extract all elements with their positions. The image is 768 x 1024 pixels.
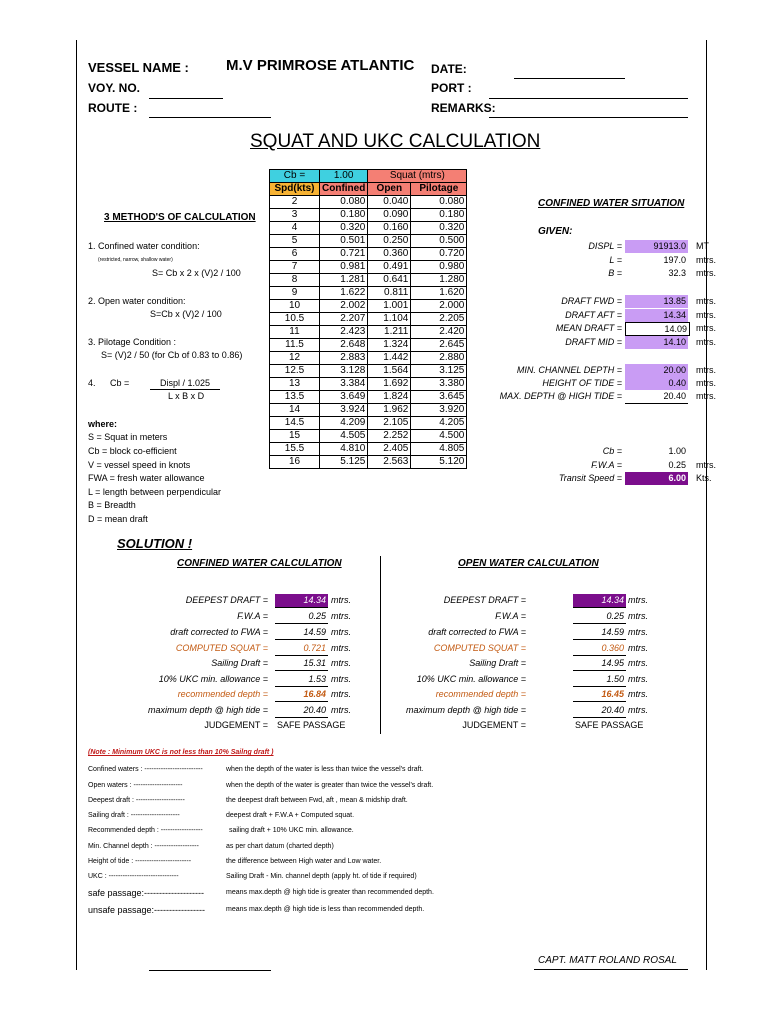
open-cell: 1.824 [368, 391, 411, 404]
confined-judge-label: JUDGEMENT = [204, 720, 268, 730]
open-cell: 1.104 [368, 313, 411, 326]
open-ukc-underline [573, 686, 626, 687]
confined-cell: 0.501 [320, 235, 368, 248]
method-1: 1. Confined water condition: [88, 241, 200, 251]
pilotage-cell: 0.500 [411, 235, 467, 248]
open-cell: 0.360 [368, 248, 411, 261]
fwa-value: 0.25 [668, 460, 686, 470]
open-calc-title: OPEN WATER CALCULATION [458, 558, 599, 569]
def-l: L = length between perpendicular [88, 487, 222, 497]
left-border [76, 40, 77, 970]
squat-table [269, 169, 467, 469]
pilotage-cell: 3.380 [411, 378, 467, 391]
page-title: SQUAT AND UKC CALCULATION [250, 131, 541, 152]
length-label: L = [609, 255, 622, 265]
table-row [270, 430, 467, 443]
table-row [270, 313, 467, 326]
confined-sailing-value: 15.31 [303, 658, 326, 668]
confined-rec-unit: mtrs. [331, 689, 351, 699]
open-cell: 2.563 [368, 456, 411, 469]
pilotage-cell: 1.620 [411, 287, 467, 300]
confined-cell: 3.128 [320, 365, 368, 378]
table-row [270, 404, 467, 417]
displ-unit: MT [696, 241, 709, 251]
def-cb: Cb = block co-efficient [88, 446, 177, 456]
speed-cell: 3 [270, 209, 320, 222]
vessel-name-label: VESSEL NAME : [88, 60, 189, 75]
route-field [149, 117, 271, 118]
speed-cell: 9 [270, 287, 320, 300]
note-definition: the difference between High water and Low water. [226, 858, 382, 865]
table-row [270, 378, 467, 391]
mean-draft-value: 14.09 [625, 322, 690, 336]
table-row [270, 261, 467, 274]
route-label: ROUTE : [88, 101, 138, 115]
open-cell: 1.442 [368, 352, 411, 365]
open-fwa-unit: mtrs. [628, 611, 648, 621]
method-1-formula: S= Cb x 2 x (V)2 / 100 [152, 268, 241, 278]
pilotage-cell: 2.205 [411, 313, 467, 326]
date-label: DATE: [431, 62, 467, 76]
note-term: Recommended depth : ------------------ [88, 827, 203, 834]
fwa-unit: mtrs. [696, 460, 716, 470]
method-4-denominator: L x B x D [168, 391, 205, 401]
open-sailing-unit: mtrs. [628, 658, 648, 668]
remarks-label: REMARKS: [431, 101, 496, 115]
confined-fwa-unit: mtrs. [331, 611, 351, 621]
open-maxd-underline [573, 717, 626, 718]
open-cell: 1.564 [368, 365, 411, 378]
squat-header-cell: Squat (mtrs) [368, 170, 467, 183]
open-squat-unit: mtrs. [628, 643, 648, 653]
open-cell: 0.491 [368, 261, 411, 274]
open-cell: 1.962 [368, 404, 411, 417]
draft-mid-unit: mtrs. [696, 337, 716, 347]
open-ukc-unit: mtrs. [628, 674, 648, 684]
confined-cell: 3.924 [320, 404, 368, 417]
note-definition: means max.depth @ high tide is greater than recommended depth. [226, 889, 434, 896]
height-of-tide-value: 0.40 [625, 377, 688, 390]
speed-cell: 16 [270, 456, 320, 469]
speed-cell: 15.5 [270, 443, 320, 456]
open-corr-value: 14.59 [601, 627, 624, 637]
confined-cell: 0.180 [320, 209, 368, 222]
speed-cell: 13.5 [270, 391, 320, 404]
confined-maxd-label: maximum depth @ high tide = [148, 705, 268, 715]
speed-cell: 15 [270, 430, 320, 443]
table-row [270, 274, 467, 287]
open-rec-underline [573, 701, 626, 702]
confined-cell: 0.981 [320, 261, 368, 274]
pilotage-cell: 0.080 [411, 196, 467, 209]
table-row [270, 326, 467, 339]
speed-cell: 7 [270, 261, 320, 274]
confined-rec-underline [275, 701, 328, 702]
col-open-header: Open [368, 183, 411, 196]
confined-cell: 0.080 [320, 196, 368, 209]
fraction-bar [150, 389, 220, 390]
confined-cell: 5.125 [320, 456, 368, 469]
pilotage-cell: 5.120 [411, 456, 467, 469]
transit-speed-unit: Kts. [696, 473, 712, 483]
confined-maxd-unit: mtrs. [331, 705, 351, 715]
confined-maxd-underline [275, 717, 328, 718]
open-fwa-underline [573, 623, 626, 624]
table-row [270, 248, 467, 261]
draft-fwd-unit: mtrs. [696, 296, 716, 306]
fwa-label: F.W.A = [591, 460, 622, 470]
pilotage-cell: 0.180 [411, 209, 467, 222]
open-cell: 2.105 [368, 417, 411, 430]
def-d: D = mean draft [88, 514, 148, 524]
open-cell: 2.252 [368, 430, 411, 443]
confined-cell: 2.648 [320, 339, 368, 352]
speed-cell: 14 [270, 404, 320, 417]
open-cell: 0.641 [368, 274, 411, 287]
pilotage-cell: 2.000 [411, 300, 467, 313]
transit-speed-value: 6.00 [625, 472, 688, 485]
confined-deepest-value: 14.34 [275, 594, 328, 607]
note-term: Open waters : --------------------- [88, 782, 183, 789]
table-row [270, 287, 467, 300]
pilotage-cell: 2.645 [411, 339, 467, 352]
method-4-num: 4. [88, 378, 96, 388]
pilotage-cell: 4.805 [411, 443, 467, 456]
min-channel-depth-value: 20.00 [625, 364, 688, 377]
confined-ukc-underline [275, 686, 328, 687]
note-definition: sailing draft + 10% UKC min. allowance. [229, 827, 354, 834]
draft-aft-value: 14.34 [625, 309, 688, 322]
length-value: 197.0 [663, 255, 686, 265]
displ-label: DISPL = [588, 241, 622, 251]
cb-label-cell: Cb = [270, 170, 320, 183]
col-confined-header: Confined [320, 183, 368, 196]
confined-corr-value: 14.59 [303, 627, 326, 637]
open-squat-label: COMPUTED SQUAT = [433, 643, 526, 653]
confined-fwa-value: 0.25 [308, 611, 326, 621]
methods-heading: 3 METHOD'S OF CALCULATION [104, 212, 256, 223]
confined-sailing-underline [275, 670, 328, 671]
pilotage-cell: 0.720 [411, 248, 467, 261]
where-label: where: [88, 419, 118, 429]
open-cell: 0.811 [368, 287, 411, 300]
confined-cell: 2.207 [320, 313, 368, 326]
confined-cell: 1.281 [320, 274, 368, 287]
solution-divider [380, 556, 381, 734]
max-depth-high-tide-label: MAX. DEPTH @ HIGH TIDE = [499, 391, 622, 401]
open-cell: 1.692 [368, 378, 411, 391]
confined-rec-label: recommended depth = [177, 689, 268, 699]
confined-rec-value: 16.84 [303, 689, 326, 699]
speed-cell: 13 [270, 378, 320, 391]
table-row [270, 443, 467, 456]
confined-cell: 0.320 [320, 222, 368, 235]
open-cell: 1.211 [368, 326, 411, 339]
table-row [270, 456, 467, 469]
height-of-tide-label: HEIGHT OF TIDE = [542, 378, 622, 388]
table-row [270, 235, 467, 248]
note-term: Sailing draft : --------------------- [88, 812, 180, 819]
table-row [270, 352, 467, 365]
confined-ukc-label: 10% UKC min. allowance = [158, 674, 268, 684]
note-term: unsafe passage:----------------- [88, 905, 205, 915]
open-fwa-value: 0.25 [606, 611, 624, 621]
open-deepest-value: 14.34 [573, 594, 626, 607]
note-term: Height of tide : ------------------------ [88, 858, 192, 865]
note-term: Deepest draft : --------------------- [88, 797, 185, 804]
note-definition: when the depth of the water is greater than twice the vessel's draft. [226, 782, 434, 789]
mean-draft-label: MEAN DRAFT = [555, 323, 622, 333]
note-term: Min. Channel depth : ------------------- [88, 843, 199, 850]
speed-cell: 12 [270, 352, 320, 365]
cb-value-cell: 1.00 [320, 170, 368, 183]
speed-cell: 8 [270, 274, 320, 287]
draft-fwd-label: DRAFT FWD = [561, 296, 622, 306]
confined-deepest-underline [275, 607, 328, 608]
confined-fwa-underline [275, 623, 328, 624]
confined-cell: 3.384 [320, 378, 368, 391]
table-row [270, 365, 467, 378]
open-cell: 0.160 [368, 222, 411, 235]
open-corr-unit: mtrs. [628, 627, 648, 637]
min-channel-depth-label: MIN. CHANNEL DEPTH = [516, 365, 622, 375]
open-corr-underline [573, 639, 626, 640]
length-unit: mtrs. [696, 255, 716, 265]
pilotage-cell: 3.920 [411, 404, 467, 417]
cb-label: Cb = [602, 446, 622, 456]
confined-cell: 4.505 [320, 430, 368, 443]
open-cell: 1.324 [368, 339, 411, 352]
def-fwa: FWA = fresh water allowance [88, 473, 205, 483]
confined-deepest-label: DEEPEST DRAFT = [185, 595, 268, 605]
table-row [270, 391, 467, 404]
breadth-unit: mtrs. [696, 268, 716, 278]
method-2: 2. Open water condition: [88, 296, 186, 306]
cb-value: 1.00 [668, 446, 686, 456]
remarks-field [489, 117, 688, 118]
draft-aft-label: DRAFT AFT = [565, 310, 622, 320]
pilotage-cell: 2.420 [411, 326, 467, 339]
speed-cell: 11 [270, 326, 320, 339]
speed-cell: 4 [270, 222, 320, 235]
confined-squat-value: 0.721 [303, 643, 326, 653]
open-maxd-unit: mtrs. [628, 705, 648, 715]
open-sailing-label: Sailing Draft = [469, 658, 526, 668]
open-rec-unit: mtrs. [628, 689, 648, 699]
pilotage-cell: 3.645 [411, 391, 467, 404]
open-squat-value: 0.360 [601, 643, 624, 653]
pilotage-cell: 4.500 [411, 430, 467, 443]
speed-cell: 2 [270, 196, 320, 209]
confined-corr-unit: mtrs. [331, 627, 351, 637]
table-row [270, 300, 467, 313]
confined-cell: 4.810 [320, 443, 368, 456]
confined-judge-value: SAFE PASSAGE [277, 720, 346, 730]
speed-cell: 5 [270, 235, 320, 248]
def-v: V = vessel speed in knots [88, 460, 191, 470]
transit-speed-label: Transit Speed = [558, 473, 622, 483]
given-label: GIVEN: [538, 226, 573, 237]
confined-sailing-label: Sailing Draft = [211, 658, 268, 668]
signatory-name: CAPT. MATT ROLAND ROSAL [538, 955, 677, 966]
pilotage-cell: 4.205 [411, 417, 467, 430]
confined-situation-heading: CONFINED WATER SITUATION [538, 198, 685, 209]
right-border [706, 40, 707, 970]
open-cell: 0.250 [368, 235, 411, 248]
confined-cell: 1.622 [320, 287, 368, 300]
speed-cell: 6 [270, 248, 320, 261]
open-deepest-unit: mtrs. [628, 595, 648, 605]
note-definition: as per chart datum (charted depth) [226, 843, 334, 850]
solution-heading: SOLUTION ! [117, 536, 193, 551]
open-rec-label: recommended depth = [435, 689, 526, 699]
min-channel-depth-unit: mtrs. [696, 365, 716, 375]
def-b: B = Breadth [88, 500, 136, 510]
pilotage-cell: 2.880 [411, 352, 467, 365]
max-depth-high-tide-underline [625, 403, 688, 404]
voy-label: VOY. NO. [88, 81, 141, 95]
speed-cell: 10.5 [270, 313, 320, 326]
confined-calc-title: CONFINED WATER CALCULATION [177, 558, 342, 569]
confined-corr-label: draft corrected to FWA = [170, 627, 268, 637]
pilotage-cell: 0.320 [411, 222, 467, 235]
max-depth-high-tide-unit: mtrs. [696, 391, 716, 401]
open-cell: 0.090 [368, 209, 411, 222]
vessel-name-value: M.V PRIMROSE ATLANTIC [226, 57, 415, 74]
height-of-tide-unit: mtrs. [696, 378, 716, 388]
displ-value: 91913.0 [625, 240, 688, 253]
confined-squat-underline [275, 655, 328, 656]
method-3-formula: S= (V)2 / 50 (for Cb of 0.83 to 0.86) [101, 350, 243, 360]
note-term: Confined waters : ------------------------- [88, 766, 203, 773]
table-row [270, 209, 467, 222]
confined-squat-label: COMPUTED SQUAT = [175, 643, 268, 653]
confined-deepest-unit: mtrs. [331, 595, 351, 605]
speed-cell: 10 [270, 300, 320, 313]
max-depth-high-tide-value: 20.40 [663, 391, 686, 401]
open-ukc-label: 10% UKC min. allowance = [416, 674, 526, 684]
note-definition: the deepest draft between Fwd, aft , mean & midship draft. [226, 797, 408, 804]
table-row [270, 222, 467, 235]
speed-cell: 12.5 [270, 365, 320, 378]
signature-line [149, 970, 271, 971]
note-definition: Sailing Draft - Min. channel depth (apply ht. of tide if required) [226, 873, 417, 880]
draft-mid-label: DRAFT MID = [565, 337, 622, 347]
note-definition: when the depth of the water is less than twice the vessel's draft. [226, 766, 424, 773]
speed-cell: 14.5 [270, 417, 320, 430]
signatory-underline [534, 969, 688, 970]
open-squat-underline [573, 655, 626, 656]
draft-fwd-value: 13.85 [625, 295, 688, 308]
confined-maxd-value: 20.40 [303, 705, 326, 715]
date-field [514, 78, 625, 79]
breadth-value: 32.3 [668, 268, 686, 278]
method-4-numerator: Displ / 1.025 [160, 378, 211, 388]
confined-cell: 2.423 [320, 326, 368, 339]
confined-cell: 3.649 [320, 391, 368, 404]
confined-sailing-unit: mtrs. [331, 658, 351, 668]
col-speed-header: Spd(kts) [270, 183, 320, 196]
speed-cell: 11.5 [270, 339, 320, 352]
pilotage-cell: 3.125 [411, 365, 467, 378]
def-s: S = Squat in meters [88, 432, 168, 442]
open-cell: 2.405 [368, 443, 411, 456]
port-label: PORT : [431, 81, 472, 95]
confined-fwa-label: F.W.A = [237, 611, 268, 621]
confined-ukc-unit: mtrs. [331, 674, 351, 684]
method-1-note: (restricted, narrow, shallow water) [98, 257, 173, 263]
confined-cell: 0.721 [320, 248, 368, 261]
confined-ukc-value: 1.53 [308, 674, 326, 684]
confined-corr-underline [275, 639, 328, 640]
port-field [489, 98, 688, 99]
open-maxd-value: 20.40 [601, 705, 624, 715]
note-term: safe passage:-------------------- [88, 888, 204, 898]
pilotage-cell: 0.980 [411, 261, 467, 274]
method-2-formula: S=Cb x (V)2 / 100 [150, 309, 222, 319]
note-term: UKC : ------------------------------ [88, 873, 179, 880]
breadth-label: B = [608, 268, 622, 278]
table-row [270, 417, 467, 430]
open-cell: 1.001 [368, 300, 411, 313]
open-deepest-underline [573, 607, 626, 608]
method-4-cb: Cb = [110, 378, 130, 388]
col-pilotage-header: Pilotage [411, 183, 467, 196]
confined-squat-unit: mtrs. [331, 643, 351, 653]
method-3: 3. Pilotage Condition : [88, 337, 177, 347]
open-judge-value: SAFE PASSAGE [575, 720, 644, 730]
confined-cell: 4.209 [320, 417, 368, 430]
draft-aft-unit: mtrs. [696, 310, 716, 320]
confined-cell: 2.002 [320, 300, 368, 313]
table-row [270, 339, 467, 352]
open-sailing-value: 14.95 [601, 658, 624, 668]
ukc-note: (Note : Minimum UKC is not less than 10% Sailng draft ) [88, 749, 274, 756]
confined-cell: 2.883 [320, 352, 368, 365]
open-sailing-underline [573, 670, 626, 671]
draft-mid-value: 14.10 [625, 336, 688, 349]
table-row [270, 196, 467, 209]
voy-field [149, 98, 223, 99]
open-ukc-value: 1.50 [606, 674, 624, 684]
note-definition: deepest draft + F.W.A + Computed squat. [226, 812, 355, 819]
open-corr-label: draft corrected to FWA = [428, 627, 526, 637]
note-definition: means max.depth @ high tide is less than recommended depth. [226, 906, 425, 913]
mean-draft-unit: mtrs. [696, 323, 716, 333]
open-maxd-label: maximum depth @ high tide = [406, 705, 526, 715]
open-cell: 0.040 [368, 196, 411, 209]
pilotage-cell: 1.280 [411, 274, 467, 287]
open-deepest-label: DEEPEST DRAFT = [443, 595, 526, 605]
open-fwa-label: F.W.A = [495, 611, 526, 621]
open-judge-label: JUDGEMENT = [462, 720, 526, 730]
open-rec-value: 16.45 [601, 689, 624, 699]
